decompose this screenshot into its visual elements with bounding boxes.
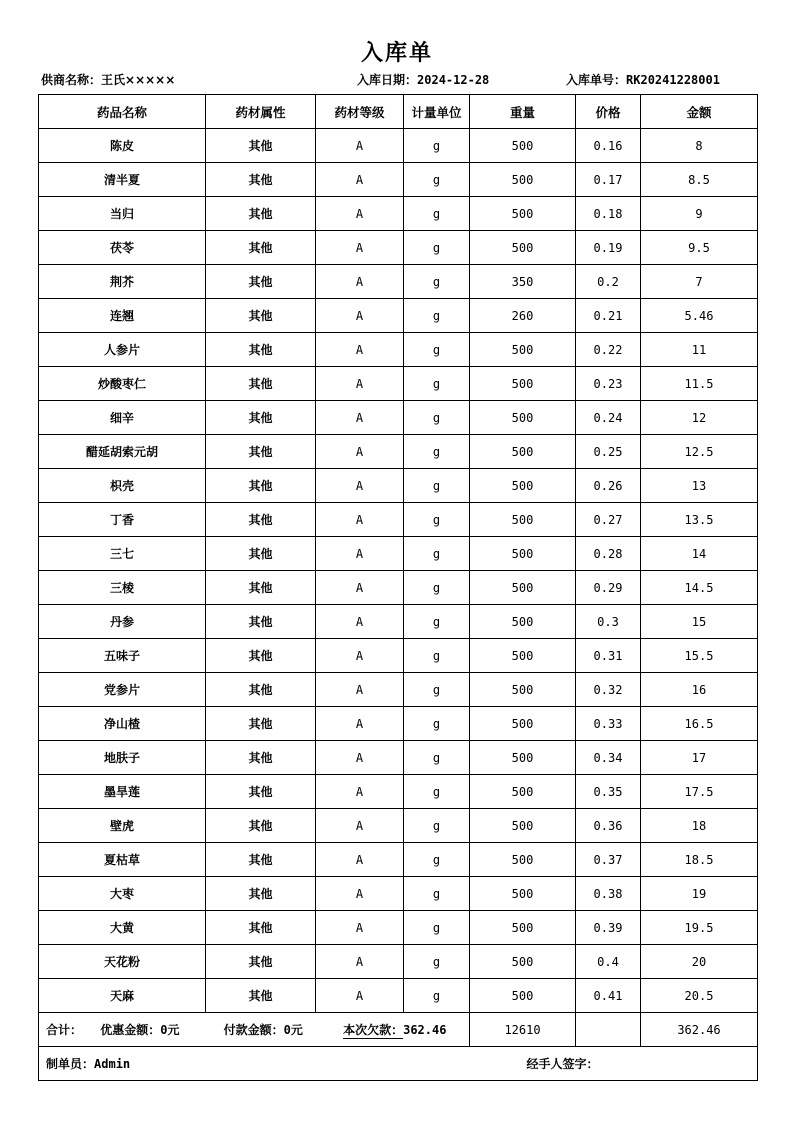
cell-price: 0.31: [576, 639, 641, 673]
maker-cell: [39, 1047, 470, 1081]
debt-value: 362.46: [403, 1022, 447, 1037]
cell-grade: A: [316, 299, 404, 333]
cell-attr: 其他: [206, 843, 316, 877]
cell-attr: 其他: [206, 911, 316, 945]
cell-name: 大黄: [39, 911, 206, 945]
col-header: 计量单位: [404, 95, 470, 129]
cell-unit: g: [404, 231, 470, 265]
cell-name: 壁虎: [39, 809, 206, 843]
cell-price: 0.41: [576, 979, 641, 1013]
cell-grade: A: [316, 639, 404, 673]
cell-amount: 14: [641, 537, 758, 571]
cell-attr: 其他: [206, 741, 316, 775]
cell-name: 夏枯草: [39, 843, 206, 877]
cell-attr: 其他: [206, 333, 316, 367]
cell-attr: 其他: [206, 435, 316, 469]
cell-weight: 500: [470, 945, 576, 979]
cell-unit: g: [404, 707, 470, 741]
cell-amount: 20: [641, 945, 758, 979]
table-row: [39, 877, 758, 911]
cell-weight: 500: [470, 741, 576, 775]
cell-weight: 500: [470, 639, 576, 673]
cell-weight: 500: [470, 129, 576, 163]
cell-amount: 11.5: [641, 367, 758, 401]
cell-unit: g: [404, 401, 470, 435]
cell-price: 0.34: [576, 741, 641, 775]
cell-unit: g: [404, 979, 470, 1013]
cell-attr: 其他: [206, 639, 316, 673]
table-row: [39, 537, 758, 571]
date-value: 2024-12-28: [417, 73, 490, 87]
table-row: [39, 333, 758, 367]
cell-grade: A: [316, 435, 404, 469]
cell-price: 0.23: [576, 367, 641, 401]
cell-unit: g: [404, 877, 470, 911]
table-row: [39, 673, 758, 707]
cell-weight: 500: [470, 401, 576, 435]
table-row: [39, 503, 758, 537]
cell-unit: g: [404, 367, 470, 401]
cell-unit: g: [404, 605, 470, 639]
cell-weight: 500: [470, 469, 576, 503]
cell-name: 细辛: [39, 401, 206, 435]
cell-price: 0.35: [576, 775, 641, 809]
cell-price: 0.22: [576, 333, 641, 367]
cell-price: 0.29: [576, 571, 641, 605]
date-label: 入库日期：: [357, 73, 418, 87]
cell-weight: 500: [470, 503, 576, 537]
cell-grade: A: [316, 469, 404, 503]
cell-amount: 15.5: [641, 639, 758, 673]
cell-attr: 其他: [206, 469, 316, 503]
cell-grade: A: [316, 163, 404, 197]
cell-price: 0.38: [576, 877, 641, 911]
cell-weight: 500: [470, 605, 576, 639]
cell-weight: 500: [470, 367, 576, 401]
maker-value: Admin: [94, 1057, 131, 1071]
cell-grade: A: [316, 197, 404, 231]
col-header: 药材等级: [316, 95, 404, 129]
cell-grade: A: [316, 911, 404, 945]
cell-amount: 19: [641, 877, 758, 911]
cell-unit: g: [404, 333, 470, 367]
cell-attr: 其他: [206, 503, 316, 537]
cell-grade: A: [316, 401, 404, 435]
cell-name: 荆芥: [39, 265, 206, 299]
cell-unit: g: [404, 299, 470, 333]
cell-unit: g: [404, 537, 470, 571]
cell-price: 0.33: [576, 707, 641, 741]
cell-grade: A: [316, 843, 404, 877]
total-price: [576, 1013, 641, 1047]
cell-name: 天花粉: [39, 945, 206, 979]
cell-unit: g: [404, 911, 470, 945]
cell-grade: A: [316, 537, 404, 571]
cell-unit: g: [404, 809, 470, 843]
cell-price: 0.3: [576, 605, 641, 639]
cell-weight: 500: [470, 435, 576, 469]
cell-amount: 9: [641, 197, 758, 231]
cell-attr: 其他: [206, 673, 316, 707]
cell-attr: 其他: [206, 231, 316, 265]
cell-attr: 其他: [206, 571, 316, 605]
table-row: [39, 979, 758, 1013]
table-row: [39, 775, 758, 809]
cell-name: 净山楂: [39, 707, 206, 741]
table-row: [39, 299, 758, 333]
table-row: [39, 911, 758, 945]
maker-label: 制单员：: [46, 1057, 95, 1071]
cell-grade: A: [316, 571, 404, 605]
cell-price: 0.26: [576, 469, 641, 503]
cell-name: 丹参: [39, 605, 206, 639]
cell-weight: 500: [470, 673, 576, 707]
cell-price: 0.39: [576, 911, 641, 945]
cell-grade: A: [316, 707, 404, 741]
supplier-value: 王氏×××××: [101, 73, 176, 87]
cell-price: 0.25: [576, 435, 641, 469]
cell-amount: 5.46: [641, 299, 758, 333]
cell-amount: 7: [641, 265, 758, 299]
cell-price: 0.32: [576, 673, 641, 707]
paid-value: 0元: [283, 1022, 303, 1037]
discount-field: [100, 1021, 179, 1038]
cell-attr: 其他: [206, 537, 316, 571]
cell-unit: g: [404, 571, 470, 605]
cell-grade: A: [316, 605, 404, 639]
cell-name: 陈皮: [39, 129, 206, 163]
cell-grade: A: [316, 503, 404, 537]
discount-label: 优惠金额：: [100, 1022, 161, 1037]
cell-amount: 13.5: [641, 503, 758, 537]
cell-name: 大枣: [39, 877, 206, 911]
cell-grade: A: [316, 741, 404, 775]
cell-attr: 其他: [206, 129, 316, 163]
cell-grade: A: [316, 231, 404, 265]
cell-attr: 其他: [206, 163, 316, 197]
cell-amount: 19.5: [641, 911, 758, 945]
table-row: [39, 639, 758, 673]
totals-row: [39, 1013, 758, 1047]
cell-amount: 12.5: [641, 435, 758, 469]
cell-grade: A: [316, 945, 404, 979]
cell-unit: g: [404, 265, 470, 299]
cell-name: 墨旱莲: [39, 775, 206, 809]
cell-name: 清半夏: [39, 163, 206, 197]
table-row: [39, 197, 758, 231]
cell-weight: 500: [470, 231, 576, 265]
cell-unit: g: [404, 469, 470, 503]
col-header: 金额: [641, 95, 758, 129]
cell-unit: g: [404, 775, 470, 809]
order-number-label: 入库单号：: [566, 73, 627, 87]
cell-unit: g: [404, 945, 470, 979]
cell-name: 连翘: [39, 299, 206, 333]
debt-field: [343, 1021, 446, 1039]
cell-amount: 8.5: [641, 163, 758, 197]
cell-attr: 其他: [206, 775, 316, 809]
table-row: [39, 435, 758, 469]
cell-unit: g: [404, 435, 470, 469]
order-number-value: RK20241228001: [626, 73, 720, 87]
cell-attr: 其他: [206, 265, 316, 299]
cell-grade: A: [316, 265, 404, 299]
cell-price: 0.19: [576, 231, 641, 265]
table-row: [39, 265, 758, 299]
cell-unit: g: [404, 673, 470, 707]
table-row: [39, 129, 758, 163]
cell-weight: 260: [470, 299, 576, 333]
supplier-label: 供商名称：: [41, 73, 102, 87]
cell-price: 0.28: [576, 537, 641, 571]
cell-attr: 其他: [206, 877, 316, 911]
debt-label: 本次欠款：: [343, 1022, 404, 1037]
cell-weight: 500: [470, 571, 576, 605]
table-row: [39, 571, 758, 605]
cell-amount: 14.5: [641, 571, 758, 605]
totals-label: 合计：: [46, 1022, 83, 1037]
cell-weight: 500: [470, 877, 576, 911]
cell-attr: 其他: [206, 979, 316, 1013]
cell-name: 当归: [39, 197, 206, 231]
cell-price: 0.18: [576, 197, 641, 231]
footer-row: [39, 1047, 758, 1081]
cell-name: 三棱: [39, 571, 206, 605]
cell-grade: A: [316, 979, 404, 1013]
cell-weight: 500: [470, 979, 576, 1013]
table-row: [39, 809, 758, 843]
cell-grade: A: [316, 129, 404, 163]
cell-price: 0.21: [576, 299, 641, 333]
document-title: 入库单: [360, 40, 433, 66]
cell-weight: 500: [470, 809, 576, 843]
cell-unit: g: [404, 129, 470, 163]
cell-weight: 500: [470, 775, 576, 809]
cell-weight: 500: [470, 333, 576, 367]
supplier-field: [41, 71, 175, 88]
col-header: 药品名称: [39, 95, 206, 129]
cell-weight: 500: [470, 537, 576, 571]
cell-amount: 12: [641, 401, 758, 435]
cell-attr: 其他: [206, 401, 316, 435]
cell-name: 人参片: [39, 333, 206, 367]
col-header: 重量: [470, 95, 576, 129]
table-header-row: [39, 95, 758, 129]
cell-attr: 其他: [206, 707, 316, 741]
cell-amount: 16: [641, 673, 758, 707]
cell-grade: A: [316, 333, 404, 367]
table-row: [39, 367, 758, 401]
cell-weight: 500: [470, 911, 576, 945]
cell-grade: A: [316, 673, 404, 707]
cell-price: 0.27: [576, 503, 641, 537]
table-row: [39, 945, 758, 979]
cell-price: 0.36: [576, 809, 641, 843]
total-weight: 12610: [470, 1013, 576, 1047]
table-row: [39, 401, 758, 435]
cell-weight: 350: [470, 265, 576, 299]
cell-amount: 13: [641, 469, 758, 503]
cell-weight: 500: [470, 707, 576, 741]
cell-attr: 其他: [206, 197, 316, 231]
cell-amount: 17: [641, 741, 758, 775]
totals-summary: [39, 1013, 470, 1047]
cell-amount: 8: [641, 129, 758, 163]
cell-weight: 500: [470, 163, 576, 197]
cell-name: 醋延胡索元胡: [39, 435, 206, 469]
handler-signature-label: 经手人签字：: [526, 1057, 599, 1071]
col-header: 价格: [576, 95, 641, 129]
cell-price: 0.16: [576, 129, 641, 163]
cell-name: 天麻: [39, 979, 206, 1013]
table-row: [39, 469, 758, 503]
paid-field: [224, 1021, 303, 1038]
cell-unit: g: [404, 503, 470, 537]
cell-name: 五味子: [39, 639, 206, 673]
cell-attr: 其他: [206, 299, 316, 333]
inventory-table: [38, 94, 758, 1081]
cell-weight: 500: [470, 197, 576, 231]
cell-grade: A: [316, 367, 404, 401]
cell-name: 党参片: [39, 673, 206, 707]
cell-name: 地肤子: [39, 741, 206, 775]
cell-grade: A: [316, 877, 404, 911]
table-row: [39, 843, 758, 877]
cell-weight: 500: [470, 843, 576, 877]
cell-unit: g: [404, 163, 470, 197]
cell-attr: 其他: [206, 945, 316, 979]
cell-price: 0.4: [576, 945, 641, 979]
cell-name: 炒酸枣仁: [39, 367, 206, 401]
cell-attr: 其他: [206, 809, 316, 843]
table-row: [39, 707, 758, 741]
cell-unit: g: [404, 639, 470, 673]
cell-unit: g: [404, 741, 470, 775]
table-row: [39, 231, 758, 265]
cell-amount: 11: [641, 333, 758, 367]
cell-unit: g: [404, 843, 470, 877]
cell-attr: 其他: [206, 605, 316, 639]
cell-amount: 17.5: [641, 775, 758, 809]
cell-price: 0.2: [576, 265, 641, 299]
table-row: [39, 605, 758, 639]
handler-signature-cell: [470, 1047, 758, 1081]
cell-amount: 16.5: [641, 707, 758, 741]
cell-amount: 18.5: [641, 843, 758, 877]
cell-price: 0.17: [576, 163, 641, 197]
cell-name: 丁香: [39, 503, 206, 537]
cell-grade: A: [316, 809, 404, 843]
paid-label: 付款金额：: [223, 1022, 284, 1037]
table-row: [39, 163, 758, 197]
order-number-field: [566, 71, 720, 88]
cell-amount: 20.5: [641, 979, 758, 1013]
cell-amount: 15: [641, 605, 758, 639]
cell-price: 0.24: [576, 401, 641, 435]
cell-name: 茯苓: [39, 231, 206, 265]
table-row: [39, 741, 758, 775]
cell-amount: 18: [641, 809, 758, 843]
cell-price: 0.37: [576, 843, 641, 877]
cell-name: 三七: [39, 537, 206, 571]
total-amount: 362.46: [641, 1013, 758, 1047]
cell-name: 枳壳: [39, 469, 206, 503]
col-header: 药材属性: [206, 95, 316, 129]
date-field: [357, 71, 489, 88]
cell-unit: g: [404, 197, 470, 231]
cell-amount: 9.5: [641, 231, 758, 265]
cell-attr: 其他: [206, 367, 316, 401]
discount-value: 0元: [160, 1022, 180, 1037]
cell-grade: A: [316, 775, 404, 809]
